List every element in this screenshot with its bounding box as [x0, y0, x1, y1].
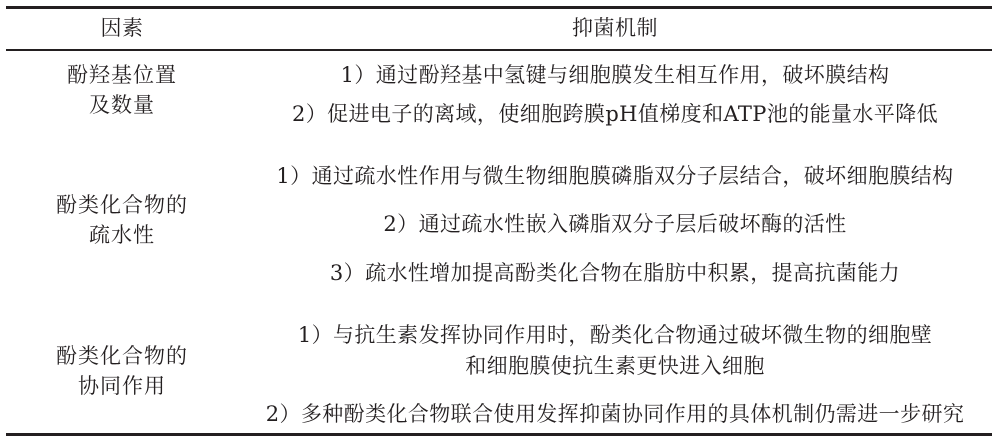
header-mechanism: 抑菌机制: [572, 16, 658, 40]
table-header-rule: [6, 49, 992, 51]
mechanism-line: 2）通过疏水性嵌入磷脂双分子层后破坏酶的活性: [383, 212, 847, 236]
mechanism-table: [6, 6, 992, 438]
factor-line: 酚类化合物的: [56, 344, 188, 368]
mechanism-line: 1）通过酚羟基中氢键与细胞膜发生相互作用，破坏膜结构: [340, 63, 890, 87]
factor-cell-hydrophobicity: [6, 190, 238, 250]
factor-line: 酚类化合物的: [56, 193, 188, 217]
table-bottom-rule: [6, 433, 992, 436]
mechanism-line: 1）与抗生素发挥协同作用时，酚类化合物通过破坏微生物的细胞壁: [297, 323, 933, 347]
mechanism-line: 3）疏水性增加提高酚类化合物在脂肪中积累，提高抗菌能力: [329, 261, 901, 285]
factor-line: 酚羟基位置: [67, 63, 177, 87]
header-factor: 因素: [100, 16, 144, 40]
factor-line: 疏水性: [89, 223, 155, 247]
factor-cell-synergy: [6, 341, 238, 401]
mechanism-line: 1）通过疏水性作用与微生物细胞膜磷脂双分子层结合，破坏细胞膜结构: [276, 164, 954, 188]
factor-line: 及数量: [89, 93, 155, 117]
table-top-rule: [6, 6, 992, 9]
mechanism-line: 和细胞膜使抗生素更快进入细胞: [465, 354, 765, 378]
factor-line: 协同作用: [78, 374, 166, 398]
factor-cell-hydroxyl: [6, 60, 238, 120]
mechanism-line: 2）促进电子的离域，使细胞跨膜pH值梯度和ATP池的能量水平降低: [291, 102, 939, 126]
mechanism-line: 2）多种酚类化合物联合使用发挥抑菌协同作用的具体机制仍需进一步研究: [265, 402, 965, 426]
